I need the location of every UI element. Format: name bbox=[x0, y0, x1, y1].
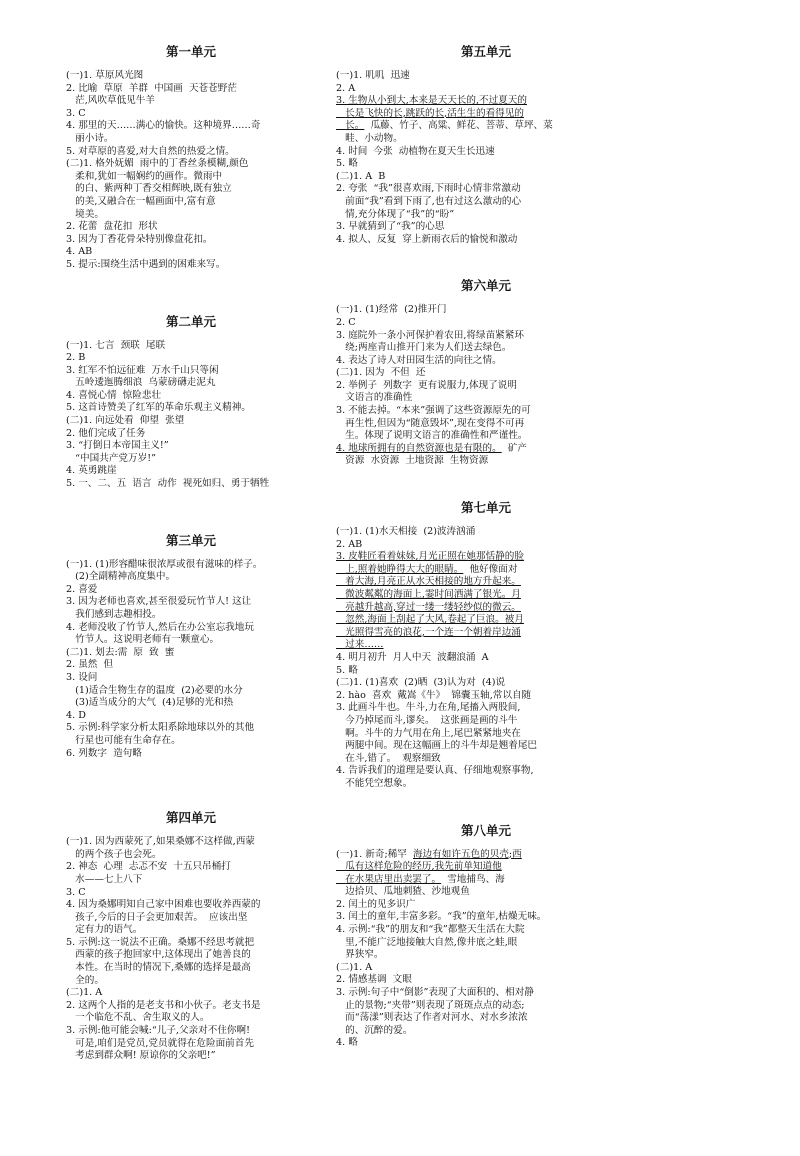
answer-text: 4. 明月初升 月人中天 波翻浪涌 A bbox=[336, 651, 489, 663]
answer-text: 4. 表达了诗人对田园生活的向往之情。 bbox=[336, 354, 502, 366]
answer-line: (3)适当成分的大气 (4)足够的光和热 bbox=[66, 697, 234, 709]
answer-line: 4. 那里的天……满心的愉快。这种境界……奇 bbox=[66, 120, 261, 132]
unit-section bbox=[336, 498, 636, 790]
answer-text: 3. 皮鞋匠看着妹妹,月光正照在她那恬静的脸 bbox=[336, 551, 524, 563]
answer-text: 亮越升越高,穿过一缕一缕轻纱似的微云。 bbox=[336, 601, 521, 613]
answer-line: (二)1. 划去:需 原 致 蜜 bbox=[66, 646, 175, 658]
unit-section bbox=[66, 531, 316, 761]
answer-line: 3. 示例:他可能会喊:“儿子,父亲对不住你啊! bbox=[66, 1025, 250, 1037]
answer-text: 4. 略 bbox=[336, 1037, 358, 1049]
answer-line: 3. “打倒日本帝国主义!” bbox=[66, 440, 169, 452]
answer-line: 2. 花蕾 盘花扣 形状 bbox=[66, 221, 158, 233]
answer-text: 着大海,月亮正从水天相接的地方升起来。 bbox=[336, 576, 521, 588]
answer-text: 4. 地球所拥有的自然资源也是有限的。 bbox=[336, 442, 502, 454]
answer-line: (二)1. A bbox=[66, 987, 103, 999]
answer-line bbox=[336, 740, 636, 753]
right-column bbox=[336, 36, 636, 1068]
answer-text: 边拾贝、瓜地刺猹、沙地观鱼 bbox=[336, 886, 470, 898]
answer-text: 微波粼粼的海面上,霎时间洒满了银光。月 bbox=[336, 589, 521, 600]
answer-line: 3. 因为老师也喜欢,甚至很爱玩竹节人! 这让 bbox=[66, 596, 252, 608]
answer-text: 4. 示例:“我”的朋友和“我”都整天生活在大院 bbox=[336, 924, 525, 936]
answer-text-tail: 瓜藤、竹子、高粱、鲜花、菩蒂、草坪、菜 bbox=[364, 120, 553, 132]
answer-line bbox=[336, 108, 636, 121]
answer-text: 今乃掉尾而斗,谬矣。 这张画是画的斗牛 bbox=[336, 714, 518, 726]
answer-text: 而“荡漾”则表达了作者对河水、对水乡浓浓 bbox=[336, 1012, 528, 1024]
answer-line: 5. 提示:围绕生活中遇到的困难来写。 bbox=[66, 258, 226, 270]
answer-line bbox=[336, 576, 636, 589]
answer-line bbox=[336, 551, 636, 564]
answer-line bbox=[336, 95, 636, 108]
answer-line: 境美。 bbox=[66, 208, 104, 220]
answer-line bbox=[336, 83, 636, 96]
answer-text: 在斗,错了。 观察细致 bbox=[336, 752, 441, 764]
answer-text: 3. 示例:句子中“倒影”表现了大面积的、相对静 bbox=[336, 987, 534, 999]
answer-line bbox=[336, 317, 636, 330]
answer-text: 3. 生物从小到大,本来是天天长的,不过夏天的 bbox=[336, 95, 527, 107]
answer-line bbox=[336, 962, 636, 975]
answer-line: 我们感到志趣相投。 bbox=[66, 609, 162, 620]
answer-line: (一)1. 因为西蒙死了,如果桑娜不这样做,西蒙 bbox=[66, 836, 255, 848]
answer-line bbox=[336, 665, 636, 678]
answer-text: 5. 略 bbox=[336, 158, 358, 170]
answer-line: 5. 示例:科学家分析太阳系除地球以外的其他 bbox=[66, 722, 255, 734]
answer-line bbox=[336, 564, 636, 577]
unit-title: 第八单元 bbox=[460, 822, 511, 838]
answer-line: 4. 英勇跳崖 bbox=[66, 465, 117, 477]
answer-line bbox=[336, 430, 636, 443]
answer-text: 3. 不能去掉。“本来”强调了这些资源原先的可 bbox=[336, 405, 531, 417]
answer-text: 畦、小动物。 bbox=[336, 132, 403, 144]
answer-line bbox=[336, 342, 636, 355]
answer-line bbox=[336, 677, 636, 690]
answer-line bbox=[336, 221, 636, 234]
answer-text: 4. 时间 今张 动植物在夏天生长迅速 bbox=[336, 145, 495, 157]
answer-text: 止的景物;“夹带”则表现了斑斑点点的动态; bbox=[336, 999, 525, 1011]
answer-line: (一)1. (1)形容醋味很浓厚或很有滋味的样子。 bbox=[66, 558, 263, 570]
answer-text: 4. 告诉我们的道理是要认真、仔细地观察事物, bbox=[336, 765, 534, 777]
answer-line: 2. 喜爱 bbox=[66, 583, 98, 595]
answer-line: 五岭逶迤腾细浪 乌蒙磅礴走泥丸 bbox=[66, 377, 216, 389]
answer-line bbox=[336, 196, 636, 209]
answer-line: 5. 这首诗赞美了红军的革命乐观主义精神。 bbox=[66, 402, 251, 414]
answer-line: 4. 老师没收了竹节人,然后在办公室忘我地玩 bbox=[66, 621, 254, 633]
answer-line: 5. 对草原的喜爱,对大自然的热爱之情。 bbox=[66, 145, 235, 157]
answer-text: 里,不能广泛地接触大自然,像井底之蛙,眼 bbox=[336, 936, 518, 948]
answer-text: 2. hào 喜欢 戴嵩《牛》 锦囊玉轴,常以自随 bbox=[336, 689, 532, 701]
answer-line: 柔和,犹如一幅娴约的画作。微雨中 bbox=[66, 170, 223, 182]
answer-line: 4. AB bbox=[66, 246, 93, 258]
unit-section bbox=[336, 276, 636, 468]
answer-text: 长是飞快的长,跳跃的长,活生生的看得见的 bbox=[336, 107, 524, 119]
answer-line: 4. 喜悦心情 惊险悲壮 bbox=[66, 389, 162, 401]
answer-line bbox=[336, 614, 636, 627]
answer-line bbox=[336, 911, 636, 924]
answer-line bbox=[336, 418, 636, 431]
answer-line bbox=[336, 974, 636, 987]
answer-text: (二)1. A B bbox=[336, 170, 386, 182]
answer-line: 丽小诗。 bbox=[66, 132, 114, 144]
answer-line: 3. 因为丁香花骨朵特别像盘花扣。 bbox=[66, 233, 213, 245]
answer-line bbox=[336, 1000, 636, 1013]
answer-text-tail: 矿产 bbox=[501, 442, 527, 454]
answer-text: 的、沉醉的爱。 bbox=[336, 1024, 413, 1036]
unit-section bbox=[336, 821, 636, 1051]
answer-text: (一)1. (1)经常 (2)推开门 bbox=[336, 304, 447, 316]
answer-text: 界狭窄。 bbox=[336, 949, 384, 961]
answer-line bbox=[336, 924, 636, 937]
answer-line bbox=[336, 728, 636, 741]
answer-line: 5. 一、二、五 语言 动作 视死如归、勇于牺牲 bbox=[66, 478, 270, 490]
unit-section bbox=[66, 808, 316, 1063]
answer-text-underlined: 海边有如许五色的贝壳;西 bbox=[413, 848, 522, 860]
answer-line: 一个临危不乱、舍生取义的人。 bbox=[66, 1012, 210, 1024]
answer-text: 文语言的准确性 bbox=[336, 392, 413, 404]
answer-line bbox=[336, 690, 636, 703]
answer-line: 西蒙的孩子抱回家中,这体现出了她善良的 bbox=[66, 949, 251, 961]
answer-line bbox=[336, 849, 636, 862]
answer-text: 2. A bbox=[336, 82, 356, 94]
unit-title: 第六单元 bbox=[460, 278, 511, 294]
answer-line: (一)1. 草原风光图 bbox=[66, 70, 144, 81]
answer-text: 瓜有这样危险的经历,我先前单知道他 bbox=[336, 861, 502, 873]
answer-line: 6. 列数字 造句略 bbox=[66, 747, 142, 759]
answer-line: 3. 红军不怕远征难 万水千山只等闲 bbox=[66, 364, 219, 376]
answer-line bbox=[336, 209, 636, 222]
answer-line bbox=[336, 526, 636, 539]
answer-line bbox=[336, 652, 636, 665]
answer-text: 2. 夸张 “我”很喜欢雨,下雨时心情非常激动 bbox=[336, 183, 521, 195]
answer-line bbox=[336, 367, 636, 380]
unit-title: 第五单元 bbox=[460, 44, 511, 59]
answer-line bbox=[336, 405, 636, 418]
answer-line bbox=[336, 539, 636, 552]
answer-line bbox=[336, 1037, 636, 1050]
answer-line: 定有力的语气。 bbox=[66, 924, 143, 936]
answer-text: (二)1. (1)喜欢 (2)晒 (3)认为对 (4)说 bbox=[336, 677, 506, 689]
answer-line bbox=[336, 639, 636, 652]
answer-line bbox=[336, 874, 636, 887]
answer-line bbox=[336, 304, 636, 317]
answer-line bbox=[336, 171, 636, 184]
answer-line bbox=[336, 753, 636, 766]
answer-text: 3. 庭院外一条小河保护着农田,将绿苗紧紧环 bbox=[336, 329, 524, 341]
answer-line bbox=[336, 158, 636, 171]
answer-line: (二)1. 向远处看 仰望 张望 bbox=[66, 415, 185, 427]
answer-line bbox=[336, 715, 636, 728]
answer-text: 啊。斗牛的力气用在角上,尾巴紧紧地夹在 bbox=[336, 727, 521, 739]
answer-line: 可是,咱们是党员,党员就得在危险面前首先 bbox=[66, 1037, 254, 1049]
answer-text: 绕;两座青山推开门来为人们送去绿色。 bbox=[336, 342, 512, 354]
unit-title: 第四单元 bbox=[165, 810, 216, 826]
answer-line bbox=[336, 133, 636, 146]
answer-line bbox=[336, 455, 636, 468]
answer-line: 2. 神态 心理 忐忑不安 十五只吊桶打 bbox=[66, 861, 231, 873]
answer-line: “中国共产党万岁!” bbox=[66, 452, 156, 464]
unit-section bbox=[336, 42, 636, 246]
answer-line: 全的。 bbox=[66, 974, 104, 986]
answer-line: 3. 设问 bbox=[66, 671, 98, 683]
answer-line bbox=[336, 146, 636, 159]
answer-line: 本性。在当时的情况下,桑娜的选择是最高 bbox=[66, 962, 251, 974]
answer-line bbox=[336, 70, 636, 83]
answer-text: 2. 闰土的见多识广 bbox=[336, 898, 416, 910]
answer-text: (二)1. 因为 不但 还 bbox=[336, 367, 426, 379]
answer-line bbox=[336, 949, 636, 962]
answer-line bbox=[336, 861, 636, 874]
answer-text: 前面“我”看到下雨了,也有过这么激动的心 bbox=[336, 195, 522, 207]
answer-line: 2. 虽然 但 bbox=[66, 659, 114, 671]
answer-line bbox=[336, 1025, 636, 1038]
unit-title: 第三单元 bbox=[165, 532, 216, 548]
answer-text: 3. 此画斗牛也。牛斗,力在角,尾搐入两股间, bbox=[336, 702, 521, 714]
answer-text: 2. 举例子 列数字 更有说服力,体现了说明 bbox=[336, 379, 517, 391]
answer-line: (2)全副精神高度集中。 bbox=[66, 571, 176, 583]
answer-text: 再生性,但因为“随意毁坏”,现在变得不可再 bbox=[336, 417, 525, 429]
answer-line: (一)1. 七言 颈联 尾联 bbox=[66, 339, 166, 351]
answer-text: 2. 情感基调 文眼 bbox=[336, 974, 412, 986]
answer-text: 两腿中间。现在这幅画上的斗牛却是翘着尾巴 bbox=[336, 740, 538, 752]
answer-line: 5. 示例:这一说法不正确。桑娜不经思考就把 bbox=[66, 936, 255, 948]
answer-text: 过来…… bbox=[336, 639, 384, 651]
answer-line bbox=[336, 602, 636, 615]
answer-line bbox=[336, 627, 636, 640]
answer-line bbox=[336, 120, 636, 133]
answer-line: (二)1. 格外妩媚 雨中的丁香丝条模糊,颜色 bbox=[66, 158, 249, 170]
answer-text: (一)1. 叽叽 迅速 bbox=[336, 70, 410, 81]
answer-text: 3. 闰土的童年,丰富多彩。“我”的童年,枯燥无味。 bbox=[336, 911, 547, 923]
answer-line: 的美,又融合在一幅画面中,富有意 bbox=[66, 195, 216, 207]
answer-line bbox=[336, 330, 636, 343]
answer-line: 2. 这两个人指的是老支书和小伙子。老支书是 bbox=[66, 999, 261, 1011]
answer-text: 3. 早就猜到了“我”的心思 bbox=[336, 221, 445, 233]
answer-line: 2. B bbox=[66, 352, 86, 364]
answer-line bbox=[336, 589, 636, 602]
answer-line bbox=[336, 392, 636, 405]
unit-title: 第二单元 bbox=[165, 313, 216, 329]
answer-text: 上,照着她睁得大大的眼睛。 bbox=[336, 563, 464, 575]
answer-line bbox=[336, 899, 636, 912]
answer-text: 生。体现了说明文语言的准确性和严谨性。 bbox=[336, 430, 528, 442]
answer-text: 光照得雪亮的浪花,一个连一个朝着岸边涌 bbox=[336, 626, 521, 638]
answer-line: 的两个孩子也会死。 bbox=[66, 848, 162, 860]
answer-line: (1)适合生物生存的温度 (2)必要的水分 bbox=[66, 684, 243, 696]
answer-line bbox=[336, 234, 636, 247]
answer-line: 4. D bbox=[66, 709, 86, 721]
answer-line bbox=[336, 937, 636, 950]
answer-line: 3. C bbox=[66, 107, 86, 119]
answer-line bbox=[336, 702, 636, 715]
answer-text: 2. AB bbox=[336, 538, 363, 550]
unit-section bbox=[66, 42, 316, 272]
answer-text: 2. C bbox=[336, 316, 356, 328]
answer-text: 不能凭空想象。 bbox=[336, 777, 413, 789]
answer-line: 茫,风吹草低见牛羊 bbox=[66, 95, 155, 107]
answer-text: (二)1. A bbox=[336, 961, 373, 973]
answer-line: 考虑到群众啊! 原谅你的父亲吧!” bbox=[66, 1050, 216, 1062]
answer-text: 在水果店里出卖罢了。 bbox=[336, 873, 442, 885]
answer-line: 2. 比喻 草原 羊群 中国画 天苍苍野茫 bbox=[66, 82, 237, 94]
answer-text: 长。 bbox=[336, 120, 365, 132]
answer-line bbox=[336, 443, 636, 456]
answer-line bbox=[336, 987, 636, 1000]
answer-line bbox=[336, 1012, 636, 1025]
answer-line bbox=[336, 886, 636, 899]
answer-line bbox=[336, 778, 636, 791]
answer-text: 忽然,海面上刮起了大风,卷起了巨浪。被月 bbox=[336, 614, 524, 626]
answer-line: 4. 因为桑娜明知自己家中困难也要收养西蒙的 bbox=[66, 899, 261, 911]
answer-line bbox=[336, 355, 636, 368]
answer-line: 孩子,今后的日子会更加艰苦。 应该出坚 bbox=[66, 911, 248, 923]
unit-title: 第七单元 bbox=[460, 500, 511, 516]
answer-line: 水——七上八下 bbox=[66, 873, 143, 885]
answer-line bbox=[336, 183, 636, 196]
answer-text: 资源 水资源 土地资源 生物资源 bbox=[336, 455, 489, 467]
unit-title: 第一单元 bbox=[165, 44, 216, 59]
answer-text: 情,充分体现了“我”的“盼” bbox=[336, 208, 455, 220]
answer-text-tail: 他好像面对 bbox=[463, 563, 518, 575]
answer-line: 3. C bbox=[66, 886, 86, 898]
answer-text: 4. 拟人、反复 穿上新雨衣后的愉悦和激动 bbox=[336, 233, 518, 245]
answer-line bbox=[336, 765, 636, 778]
answer-line bbox=[336, 380, 636, 393]
answer-line: 2. 他们完成了任务 bbox=[66, 427, 146, 439]
answer-text: (一)1. 新奇;稀罕 bbox=[336, 848, 413, 860]
answer-text-tail: 雪地捕鸟、海 bbox=[441, 873, 505, 885]
answer-line: 竹节人。这说明老师有一颗童心。 bbox=[66, 634, 220, 646]
answer-line: 的白、紫两种丁香交相辉映,既有独立 bbox=[66, 183, 232, 195]
unit-section bbox=[66, 312, 316, 491]
answer-text: (一)1. (1)水天相接 (2)波涛汹涌 bbox=[336, 526, 476, 538]
answer-line: 行星也可能有生命存在。 bbox=[66, 734, 181, 746]
answer-text: 5. 略 bbox=[336, 664, 358, 676]
left-column bbox=[66, 36, 316, 1081]
